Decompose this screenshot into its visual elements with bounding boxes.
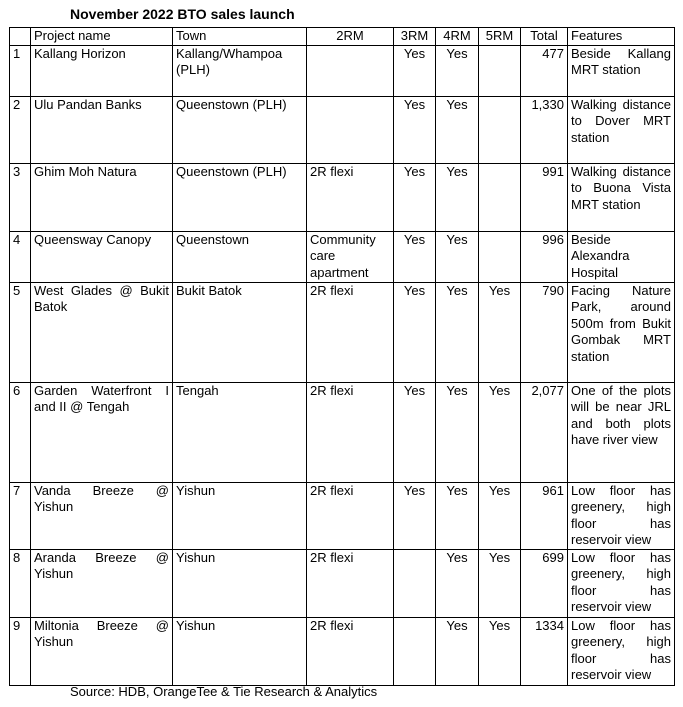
type-2rm: 2R flexi [307,282,394,382]
total-units: 477 [521,45,568,96]
total-units: 961 [521,482,568,549]
type-5rm [479,45,521,96]
project-name: Garden Waterfront I and II @ Tengah [31,382,173,482]
row-number: 9 [10,617,31,685]
table-row [10,231,675,282]
source-note: Source: HDB, OrangeTee & Tie Research & Analytics [70,684,378,699]
total-units: 1334 [521,617,568,685]
project-name: Ghim Moh Natura [31,163,173,231]
type-4rm: Yes [436,282,479,382]
table-row [10,96,675,163]
type-2rm: Community care apartment [307,231,394,282]
project-name: Kallang Horizon [31,45,173,96]
type-3rm: Yes [394,163,436,231]
total-units: 699 [521,549,568,617]
table-row [10,549,675,617]
type-4rm: Yes [436,163,479,231]
type-3rm: Yes [394,231,436,282]
town: Yishun [173,549,307,617]
features: Walking distance to Dover MRT station [568,96,675,163]
type-2rm: 2R flexi [307,549,394,617]
type-2rm [307,45,394,96]
town: Queenstown (PLH) [173,163,307,231]
row-number: 3 [10,163,31,231]
town: Tengah [173,382,307,482]
type-5rm: Yes [479,482,521,549]
row-number: 1 [10,45,31,96]
type-5rm: Yes [479,382,521,482]
total-units: 790 [521,282,568,382]
type-3rm: Yes [394,282,436,382]
bto-sales-table [9,27,675,686]
type-5rm: Yes [479,549,521,617]
features: Beside Alexandra Hospital [568,231,675,282]
features: Low floor has greenery, high floor has reservoir view [568,617,675,685]
table-row [10,617,675,685]
type-3rm: Yes [394,482,436,549]
town: Yishun [173,617,307,685]
type-4rm: Yes [436,617,479,685]
total-units: 996 [521,231,568,282]
type-4rm: Yes [436,482,479,549]
header-5rm: 5RM [479,28,521,46]
features: Walking distance to Buona Vista MRT station [568,163,675,231]
total-units: 2,077 [521,382,568,482]
project-name: Queensway Canopy [31,231,173,282]
type-5rm: Yes [479,282,521,382]
row-number: 8 [10,549,31,617]
project-name: Ulu Pandan Banks [31,96,173,163]
features: Beside Kallang MRT station [568,45,675,96]
header-row [10,28,675,46]
town: Queenstown [173,231,307,282]
table-row [10,45,675,96]
row-number: 5 [10,282,31,382]
type-2rm: 2R flexi [307,163,394,231]
type-4rm: Yes [436,45,479,96]
type-3rm: Yes [394,96,436,163]
type-2rm: 2R flexi [307,382,394,482]
header-3rm: 3RM [394,28,436,46]
total-units: 991 [521,163,568,231]
features: Facing Nature Park, around 500m from Bukit Gombak MRT station [568,282,675,382]
header-project-name: Project name [31,28,173,46]
header-no [10,28,31,46]
type-5rm: Yes [479,617,521,685]
type-5rm [479,96,521,163]
header-town: Town [173,28,307,46]
table-row [10,282,675,382]
table-row [10,382,675,482]
row-number: 4 [10,231,31,282]
project-name: Miltonia Breeze @ Yishun [31,617,173,685]
table-title: November 2022 BTO sales launch [70,6,295,22]
row-number: 2 [10,96,31,163]
project-name: Vanda Breeze @ Yishun [31,482,173,549]
type-3rm: Yes [394,45,436,96]
type-5rm [479,231,521,282]
project-name: West Glades @ Bukit Batok [31,282,173,382]
features: One of the plots will be near JRL and both plots have river view [568,382,675,482]
row-number: 6 [10,382,31,482]
header-features: Features [568,28,675,46]
features: Low floor has greenery, high floor has reservoir view [568,549,675,617]
type-5rm [479,163,521,231]
type-4rm: Yes [436,231,479,282]
type-4rm: Yes [436,549,479,617]
type-2rm: 2R flexi [307,617,394,685]
town: Kallang/Whampoa (PLH) [173,45,307,96]
header-2rm: 2RM [307,28,394,46]
type-4rm: Yes [436,96,479,163]
town: Bukit Batok [173,282,307,382]
type-4rm: Yes [436,382,479,482]
project-name: Aranda Breeze @ Yishun [31,549,173,617]
table-row [10,482,675,549]
row-number: 7 [10,482,31,549]
header-total: Total [521,28,568,46]
type-3rm: Yes [394,382,436,482]
type-2rm [307,96,394,163]
header-4rm: 4RM [436,28,479,46]
type-2rm: 2R flexi [307,482,394,549]
features: Low floor has greenery, high floor has reservoir view [568,482,675,549]
type-3rm [394,617,436,685]
town: Queenstown (PLH) [173,96,307,163]
town: Yishun [173,482,307,549]
table-row [10,163,675,231]
type-3rm [394,549,436,617]
total-units: 1,330 [521,96,568,163]
